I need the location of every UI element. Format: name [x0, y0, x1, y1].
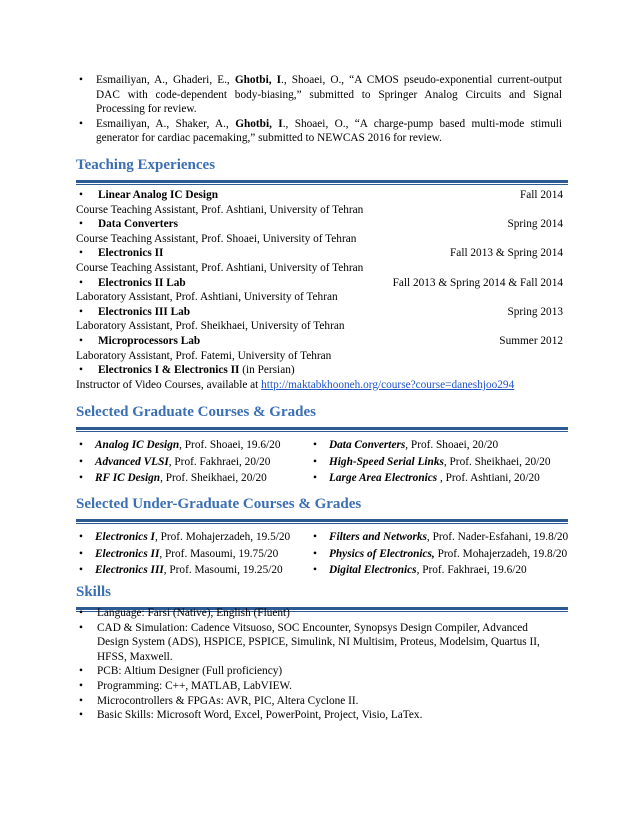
course-term: Summer 2012 [499, 334, 563, 347]
teaching-item [76, 246, 563, 261]
teaching-role: Course Teaching Assistant, Prof. Ashtiani, University of Tehran [76, 261, 364, 274]
skill-text: CAD & Simulation: Cadence Vitsuoso, SOC Encounter, Synopsys Design Compiler, Advanced Design System (ADS), HSPICE, PSPICE, Simulink, NI Multisim, Proteus, Modelsim, Quartus II, HFSS, Maxwell. [97, 621, 540, 663]
teaching-item [76, 188, 563, 203]
course-title: Electronics III [95, 564, 164, 577]
course-grade: , Prof. Sheikhaei, 20/20 [160, 472, 267, 485]
publication-authors: Esmailiyan, A., Shaker, A., [96, 117, 236, 130]
bullet-icon: • [79, 276, 83, 289]
course-title: Advanced VLSI [95, 455, 169, 468]
bullet-icon: • [79, 531, 83, 543]
course-grade: , Prof. Shoaei, 19.6/20 [179, 439, 281, 451]
course-grade: , Prof. Fakhraei, 20/20 [168, 455, 271, 468]
section-divider [76, 180, 568, 185]
skill-text: Programming: C++, MATLAB, LabVIEW. [97, 679, 292, 692]
course-name: Electronics III Lab [98, 305, 191, 318]
course-row [76, 530, 571, 547]
course-term: Fall 2013 & Spring 2014 & Fall 2014 [392, 276, 563, 289]
video-description: Instructor of Video Courses, available at [76, 378, 262, 391]
course-row [76, 547, 571, 564]
course-grade: , Prof. Mohajerzadeh, 19.5/20 [154, 531, 291, 543]
publication-text: ., Shoaei, O., “A charge-pump based multi-mode stimuli generator for cardiac pacemaking,” submitted to NEWCAS 2016 for review. [96, 117, 562, 145]
bullet-icon: • [313, 439, 317, 451]
bullet-icon: • [79, 189, 83, 201]
course-title: Electronics I [95, 531, 155, 543]
publication-text: ., Shoaei, O., “A CMOS pseudo-exponential current-output DAC with code-dependent body-biasing,” submitted to Springer Analog Circuits and Signal Processing for review. [96, 74, 563, 116]
teaching-item [76, 334, 563, 349]
bullet-icon: • [79, 74, 83, 86]
course-grade: , Prof. Sheikhaei, 20/20 [443, 455, 551, 468]
course-grade: , Prof. Fakhraei, 19.6/20 [416, 564, 527, 577]
section-heading: Selected Graduate Courses & Grades [76, 404, 316, 420]
skill-item [76, 606, 546, 621]
section-divider [76, 519, 568, 524]
bullet-icon: • [313, 547, 317, 560]
course-name: Microprocessors Lab [98, 334, 201, 347]
course-title: High-Speed Serial Links [329, 455, 444, 468]
teaching-role [76, 378, 563, 393]
publication-authors: Esmailiyan, A., Ghaderi, E., [96, 74, 235, 86]
course-grade: , Prof. Masoumi, 19.75/20 [159, 547, 279, 560]
course-grade: Prof. Mohajerzadeh, 19.8/20 [434, 547, 568, 560]
bullet-icon: • [79, 665, 83, 678]
course-name: Electronics II [98, 247, 164, 260]
teaching-item [76, 305, 563, 320]
publication-item [76, 73, 562, 117]
publication-author-highlight: Ghotbi, I [234, 74, 281, 86]
course-grade: , Prof. Shoaei, 20/20 [405, 439, 499, 451]
bullet-icon: • [313, 472, 317, 485]
course-title: Physics of Electronics, [329, 547, 435, 560]
course-title: RF IC Design [95, 472, 161, 485]
section-heading: Selected Under-Graduate Courses & Grades [76, 496, 362, 512]
bullet-icon: • [79, 564, 83, 577]
skill-text: PCB: Altium Designer (Full proficiency) [97, 665, 283, 678]
publication-author-highlight: Ghotbi, I [235, 117, 283, 130]
skill-text: Microcontrollers & FPGAs: AVR, PIC, Altera Cyclone II. [97, 694, 359, 707]
video-course-line [98, 363, 295, 378]
section-undergraduate-courses [76, 495, 568, 524]
teaching-role: Course Teaching Assistant, Prof. Ashtiani, University of Tehran [76, 203, 364, 216]
undergraduate-courses-grid [76, 530, 571, 580]
bullet-icon: • [79, 547, 83, 560]
course-term: Spring 2014 [507, 218, 563, 231]
course-grade: , Prof. Nader-Esfahani, 19.8/20 [426, 531, 569, 543]
teaching-item-video [76, 363, 563, 378]
course-grade: , Prof. Masoumi, 19.25/20 [163, 564, 283, 577]
teaching-role: Laboratory Assistant, Prof. Ashtiani, University of Tehran [76, 291, 338, 304]
skill-text: Basic Skills: Microsoft Word, Excel, PowerPoint, Project, Visio, LaTex. [97, 709, 423, 722]
course-row [76, 563, 571, 580]
bullet-icon: • [313, 564, 317, 577]
section-heading: Skills [76, 584, 112, 600]
bullet-icon: • [79, 472, 83, 485]
course-row [76, 471, 571, 488]
skill-item [76, 679, 546, 694]
publication-item [76, 117, 562, 146]
skill-item [76, 694, 546, 709]
section-divider [76, 427, 568, 432]
skill-item [76, 708, 546, 723]
bullet-icon: • [79, 679, 83, 692]
course-title: Digital Electronics [329, 564, 417, 577]
teaching-role: Laboratory Assistant, Prof. Fatemi, University of Tehran [76, 349, 332, 362]
course-title: Electronics II [95, 547, 160, 560]
bullet-icon: • [79, 364, 83, 377]
section-graduate-courses [76, 403, 568, 432]
skills-list [76, 606, 546, 723]
bullet-icon: • [79, 117, 83, 130]
course-row [76, 455, 571, 472]
bullet-icon: • [79, 218, 83, 231]
course-language: (in Persian) [239, 364, 295, 377]
section-teaching [76, 156, 568, 185]
bullet-icon: • [79, 439, 83, 451]
course-title: Large Area Electronics [329, 472, 438, 485]
course-term: Fall 2014 [520, 189, 563, 201]
section-heading: Teaching Experiences [76, 157, 216, 173]
bullet-icon: • [79, 305, 83, 318]
bullet-icon: • [79, 694, 83, 707]
graduate-courses-grid [76, 438, 571, 488]
skill-item [76, 664, 546, 679]
course-row [76, 438, 571, 455]
bullet-icon: • [79, 455, 83, 468]
teaching-item [76, 217, 563, 232]
video-course-link[interactable]: http://maktabkhooneh.org/course?course=daneshjoo294 [261, 378, 515, 391]
course-grade: , Prof. Ashtiani, 20/20 [437, 472, 540, 485]
skill-item [76, 621, 546, 665]
course-term: Spring 2013 [507, 305, 563, 318]
course-name: Linear Analog IC Design [98, 189, 218, 201]
bullet-icon: • [79, 607, 83, 619]
bullet-icon: • [79, 621, 83, 634]
course-name: Electronics II Lab [98, 276, 186, 289]
bullet-icon: • [79, 334, 83, 347]
skill-text: Language: Farsi (Native), English (Fluent) [97, 607, 290, 619]
teaching-list [76, 188, 563, 392]
course-name: Electronics I & Electronics II [98, 364, 240, 377]
teaching-role: Course Teaching Assistant, Prof. Shoaei, University of Tehran [76, 232, 357, 245]
course-term: Fall 2013 & Spring 2014 [450, 247, 563, 260]
course-title: Filters and Networks [329, 531, 427, 543]
course-title: Data Converters [329, 439, 406, 451]
bullet-icon: • [313, 455, 317, 468]
publication-list [76, 73, 562, 146]
teaching-item [76, 276, 563, 291]
bullet-icon: • [79, 247, 83, 260]
course-title: Analog IC Design [95, 439, 180, 451]
course-name: Data Converters [98, 218, 178, 231]
teaching-role: Laboratory Assistant, Prof. Sheikhaei, University of Tehran [76, 320, 345, 333]
bullet-icon: • [313, 531, 317, 543]
bullet-icon: • [79, 709, 83, 722]
